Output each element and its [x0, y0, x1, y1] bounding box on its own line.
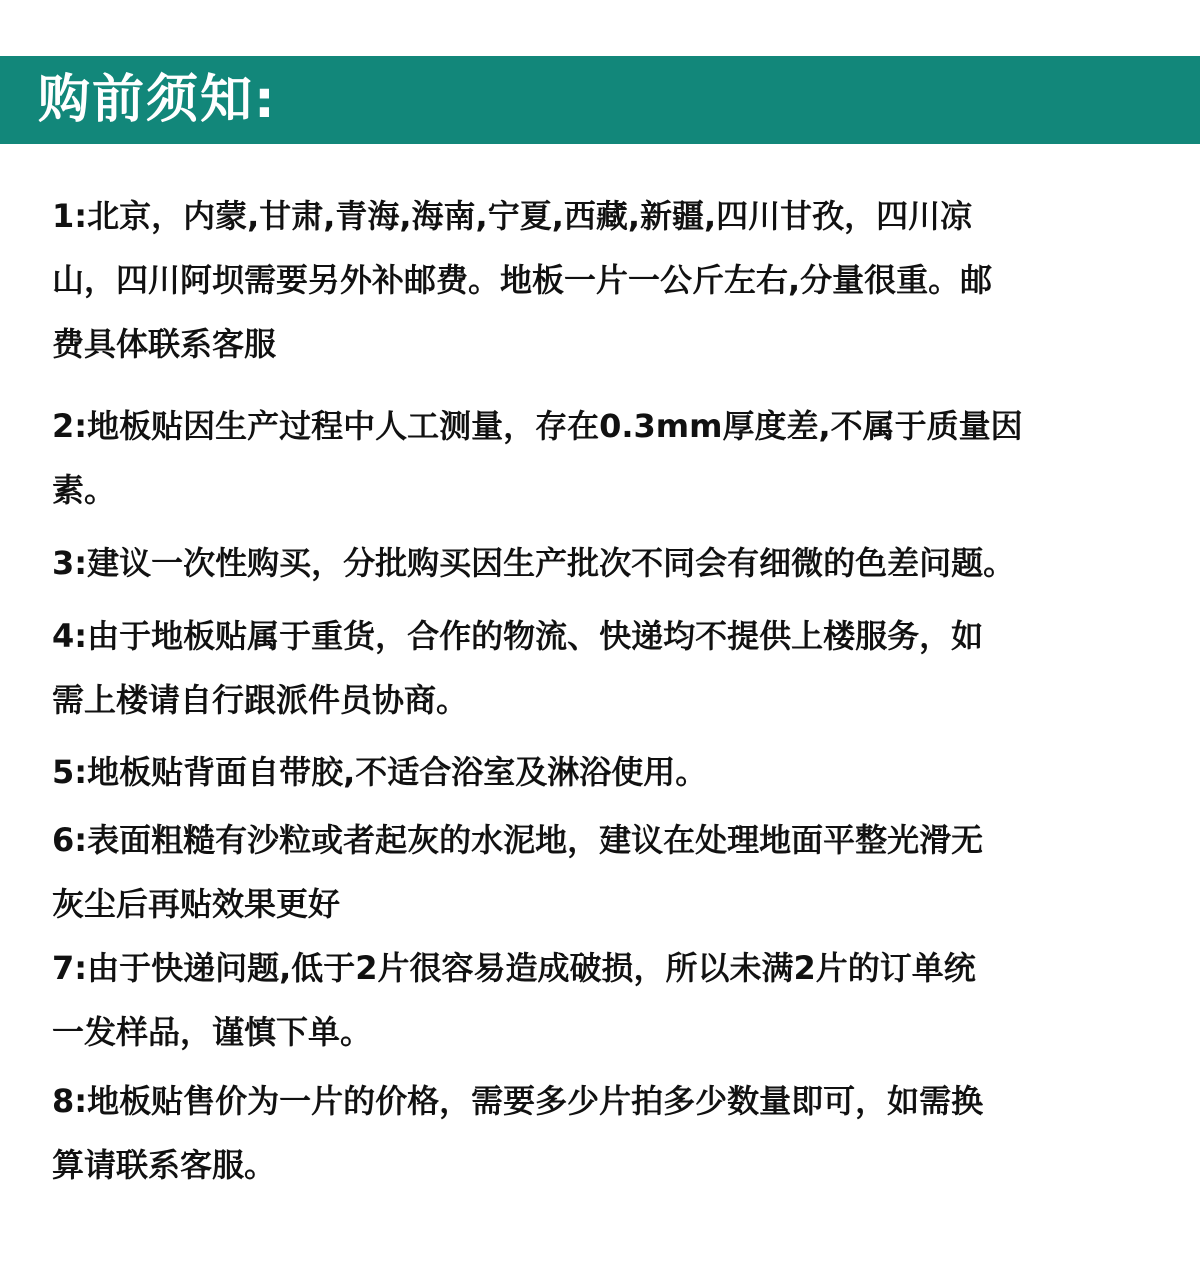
notice-item-7: 7:由于快递问题,低于2片很容易造成破损，所以未满2片的订单统 一发样品，谨慎下单。	[52, 949, 976, 1051]
page-title: 购前须知:	[38, 70, 277, 130]
notice-item-2: 2:地板贴因生产过程中人工测量，存在0.3mm厚度差,不属于质量因 素。	[52, 407, 1023, 509]
notice-item-6: 6:表面粗糙有沙粒或者起灰的水泥地，建议在处理地面平整光滑无 灰尘后再贴效果更好	[52, 821, 984, 923]
notice-item-8: 8:地板贴售价为一片的价格，需要多少片拍多少数量即可，如需换 算请联系客服。	[52, 1082, 984, 1184]
notice-item-3: 3:建议一次性购买，分批购买因生产批次不同会有细微的色差问题。	[52, 544, 1016, 582]
notice-item-1: 1:北京，内蒙,甘肃,青海,海南,宁夏,西藏,新疆,四川甘孜，四川凉 山，四川阿坝需要另外补邮费。地板一片一公斤左右,分量很重。邮 费具体联系客服	[52, 197, 993, 363]
header-banner	[0, 56, 1200, 144]
notice-item-5: 5:地板贴背面自带胶,不适合浴室及淋浴使用。	[52, 753, 708, 791]
notice-item-4: 4:由于地板贴属于重货，合作的物流、快递均不提供上楼服务，如 需上楼请自行跟派件员协商。	[52, 617, 984, 719]
